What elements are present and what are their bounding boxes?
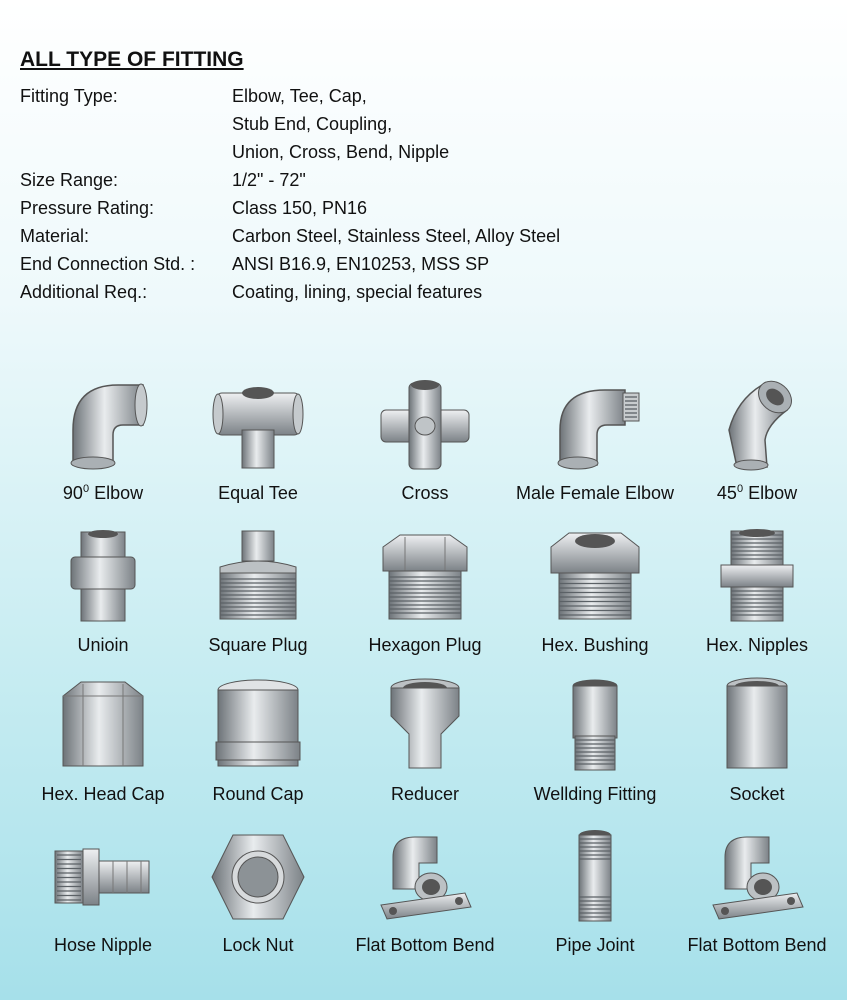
flat-bottom-bend-icon: [375, 827, 475, 927]
fitting-label: Flat Bottom Bend: [687, 935, 827, 955]
spec-value: Union, Cross, Bend, Nipple: [232, 142, 450, 162]
pipe-joint-icon: [545, 827, 645, 927]
fitting-item: [173, 676, 343, 826]
socket-icon: [707, 676, 807, 776]
reducer-icon: [375, 676, 475, 776]
fitting-label: Equal Tee: [218, 483, 298, 503]
hex-bushing-icon: [545, 527, 645, 627]
fitting-item: [340, 827, 510, 977]
fitting-item: [340, 375, 510, 525]
fitting-item: [173, 375, 343, 525]
fitting-label: Flat Bottom Bend: [355, 935, 495, 955]
spec-label: Material:: [20, 226, 90, 246]
cross-icon: [375, 375, 475, 475]
flat-bottom-bend-icon: [707, 827, 807, 927]
spec-value: Class 150, PN16: [232, 198, 368, 218]
welding-fitting-icon: [545, 676, 645, 776]
fitting-item: [672, 827, 842, 977]
fitting-label: Cross: [401, 483, 449, 503]
lock-nut-icon: [208, 827, 308, 927]
hexagon-plug-icon: [375, 527, 475, 627]
fitting-label: Hexagon Plug: [368, 635, 482, 655]
square-plug-icon: [208, 527, 308, 627]
spec-value: ANSI B16.9, EN10253, MSS SP: [232, 254, 490, 274]
fitting-label: $45^0$ Elbow: [716, 483, 798, 503]
fitting-item: [672, 527, 842, 677]
spec-label: Fitting Type:: [20, 86, 118, 106]
fitting-item: [173, 527, 343, 677]
hex-nipple-icon: [707, 527, 807, 627]
fitting-label: Square Plug: [208, 635, 308, 655]
spec-label: End Connection Std. :: [20, 254, 196, 274]
union-icon: [53, 527, 153, 627]
fitting-item: [340, 676, 510, 826]
fitting-label: Hex. Bushing: [541, 635, 649, 655]
fitting-label: Socket: [729, 784, 785, 804]
fitting-label: Lock Nut: [222, 935, 294, 955]
fitting-label: Male Female Elbow: [515, 483, 675, 503]
fitting-label: Round Cap: [212, 784, 304, 804]
fitting-label: Unioin: [77, 635, 129, 655]
fitting-label: Hex. Nipples: [705, 635, 809, 655]
fitting-label: Hose Nipple: [53, 935, 153, 955]
spec-label: Additional Req.:: [20, 282, 148, 302]
fitting-label: $90^0$ Elbow: [62, 483, 144, 503]
spec-value: Elbow, Tee, Cap,: [232, 86, 367, 106]
fitting-label: Reducer: [390, 784, 460, 804]
hex-head-cap-icon: [53, 676, 153, 776]
hose-nipple-icon: [53, 827, 153, 927]
male-female-elbow-icon: [545, 375, 645, 475]
spec-value: Coating, lining, special features: [232, 282, 483, 302]
spec-value: 1/2" - 72": [232, 170, 306, 190]
equal-tee-icon: [208, 375, 308, 475]
page-title: ALL TYPE OF FITTING: [20, 48, 244, 71]
elbow-90-icon: [53, 375, 153, 475]
spec-value: Stub End, Coupling,: [232, 114, 393, 134]
round-cap-icon: [208, 676, 308, 776]
elbow-45-icon: [707, 375, 807, 475]
fitting-item: [672, 676, 842, 826]
fitting-item: [672, 375, 842, 525]
fitting-label: Pipe Joint: [555, 935, 635, 955]
fitting-label: Hex. Head Cap: [41, 784, 165, 804]
spec-label: Size Range:: [20, 170, 119, 190]
fitting-item: [173, 827, 343, 977]
spec-label: Pressure Rating:: [20, 198, 155, 218]
fitting-item: [340, 527, 510, 677]
spec-value: Carbon Steel, Stainless Steel, Alloy Steel: [232, 226, 561, 246]
fitting-label: Wellding Fitting: [533, 784, 657, 804]
